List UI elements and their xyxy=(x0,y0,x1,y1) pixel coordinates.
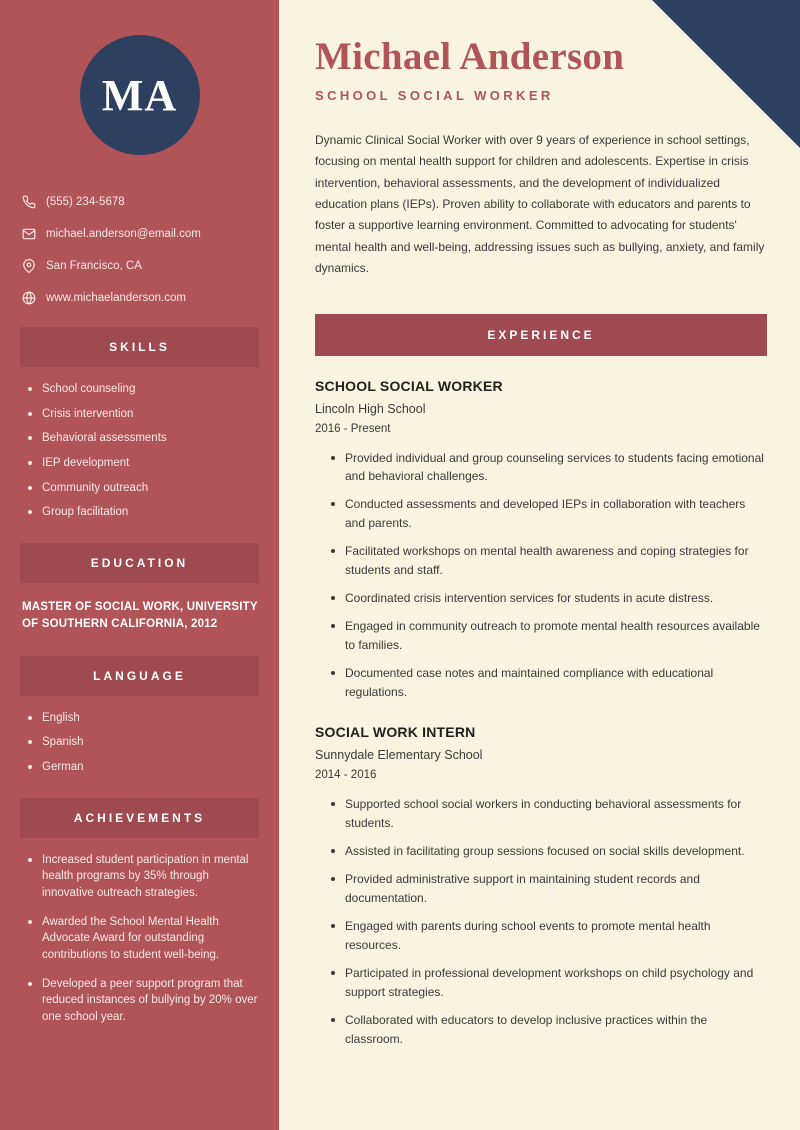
list-item: Group facilitation xyxy=(24,504,259,521)
sidebar xyxy=(0,0,279,1130)
job-organization: Lincoln High School xyxy=(315,401,426,416)
education-heading: EDUCATION xyxy=(20,543,259,583)
list-item: School counseling xyxy=(24,381,259,398)
contact-item-phone xyxy=(22,195,259,209)
contact-email-text: michael.anderson@email.com xyxy=(46,228,201,240)
list-item: Community outreach xyxy=(24,480,259,497)
page-title: Michael Anderson xyxy=(315,35,625,78)
list-item: Collaborated with educators to develop inclusive practices within the classroom. xyxy=(329,1011,767,1049)
job-bullet-list xyxy=(315,795,767,1048)
list-item: Provided administrative support in maintaining student records and documentation. xyxy=(329,870,767,908)
experience-heading: EXPERIENCE xyxy=(315,314,767,356)
list-item: Behavioral assessments xyxy=(24,430,259,447)
list-item: Supported school social workers in conducting behavioral assessments for students. xyxy=(329,795,767,833)
job-bullet-list xyxy=(315,449,767,702)
list-item: Participated in professional development workshops on child psychology and support strategies. xyxy=(329,964,767,1002)
list-item: Increased student participation in mental health programs by 35% through innovative outreach strategies. xyxy=(24,852,259,902)
achievements-list xyxy=(20,852,259,1026)
list-item: Assisted in facilitating group sessions focused on social skills development. xyxy=(329,842,767,861)
contact-website-text: www.michaelanderson.com xyxy=(46,292,186,304)
language-heading: LANGUAGE xyxy=(20,656,259,696)
list-item: Awarded the School Mental Health Advocate Award for outstanding contributions to student well-being. xyxy=(24,914,259,964)
experience-entry-2 xyxy=(315,724,767,1048)
job-organization: Sunnydale Elementary School xyxy=(315,748,483,762)
contact-item-website xyxy=(22,291,259,305)
contact-phone-text: (555) 234-5678 xyxy=(46,196,125,208)
language-list xyxy=(20,710,259,776)
list-item: Facilitated workshops on mental health awareness and coping strategies for students and staff. xyxy=(329,542,767,580)
list-item: Conducted assessments and developed IEPs in collaboration with teachers and parents. xyxy=(329,495,767,533)
list-item: Developed a peer support program that reduced instances of bullying by 20% over one school year. xyxy=(24,976,259,1026)
profile-job-title: SCHOOL SOCIAL WORKER xyxy=(315,88,554,103)
email-icon xyxy=(22,227,44,241)
education-entry: MASTER OF SOCIAL WORK, UNIVERSITY OF SOUTHERN CALIFORNIA, 2012 xyxy=(22,601,258,631)
avatar: MA xyxy=(80,35,200,155)
job-dates: 2016 - Present xyxy=(315,422,391,435)
list-item: Crisis intervention xyxy=(24,406,259,423)
list-item: English xyxy=(24,710,259,727)
contact-list xyxy=(20,195,259,305)
globe-icon xyxy=(22,291,44,305)
list-item: Documented case notes and maintained compliance with educational regulations. xyxy=(329,664,767,702)
phone-icon xyxy=(22,195,44,209)
list-item: Engaged in community outreach to promote mental health resources available to families. xyxy=(329,617,767,655)
profile-summary: Dynamic Clinical Social Worker with over 9 years of experience in school settings, focusing on mental health support for children and adolescents. Expertise in crisis intervention, behavioral assessments, and the development of individualized education plans (IEPs). Proven ability to collaborate with educators and parents to foster a supportive learning environment. Committed to advocating for students' mental health and well-being, addressing issues such as bullying, anxiety, and family dynamics. xyxy=(315,133,765,276)
job-role: SCHOOL SOCIAL WORKER xyxy=(315,377,503,394)
main-content xyxy=(279,0,800,1130)
list-item: Engaged with parents during school events to promote mental health resources. xyxy=(329,917,767,955)
list-item: IEP development xyxy=(24,455,259,472)
list-item: Coordinated crisis intervention services for students in acute distress. xyxy=(329,589,767,608)
location-icon xyxy=(22,259,44,273)
avatar-wrapper xyxy=(20,35,259,155)
contact-location-text: San Francisco, CA xyxy=(46,260,142,272)
contact-item-location xyxy=(22,259,259,273)
list-item: Spanish xyxy=(24,734,259,751)
job-dates: 2014 - 2016 xyxy=(315,769,377,781)
list-item: German xyxy=(24,759,259,776)
list-item: Provided individual and group counseling services to students facing emotional and behavioral challenges. xyxy=(329,449,767,487)
contact-item-email xyxy=(22,227,259,241)
job-role: SOCIAL WORK INTERN xyxy=(315,724,476,740)
skills-list xyxy=(20,381,259,521)
skills-heading: SKILLS xyxy=(20,327,259,367)
experience-entry-1 xyxy=(315,378,767,702)
achievements-heading: ACHIEVEMENTS xyxy=(20,798,259,838)
